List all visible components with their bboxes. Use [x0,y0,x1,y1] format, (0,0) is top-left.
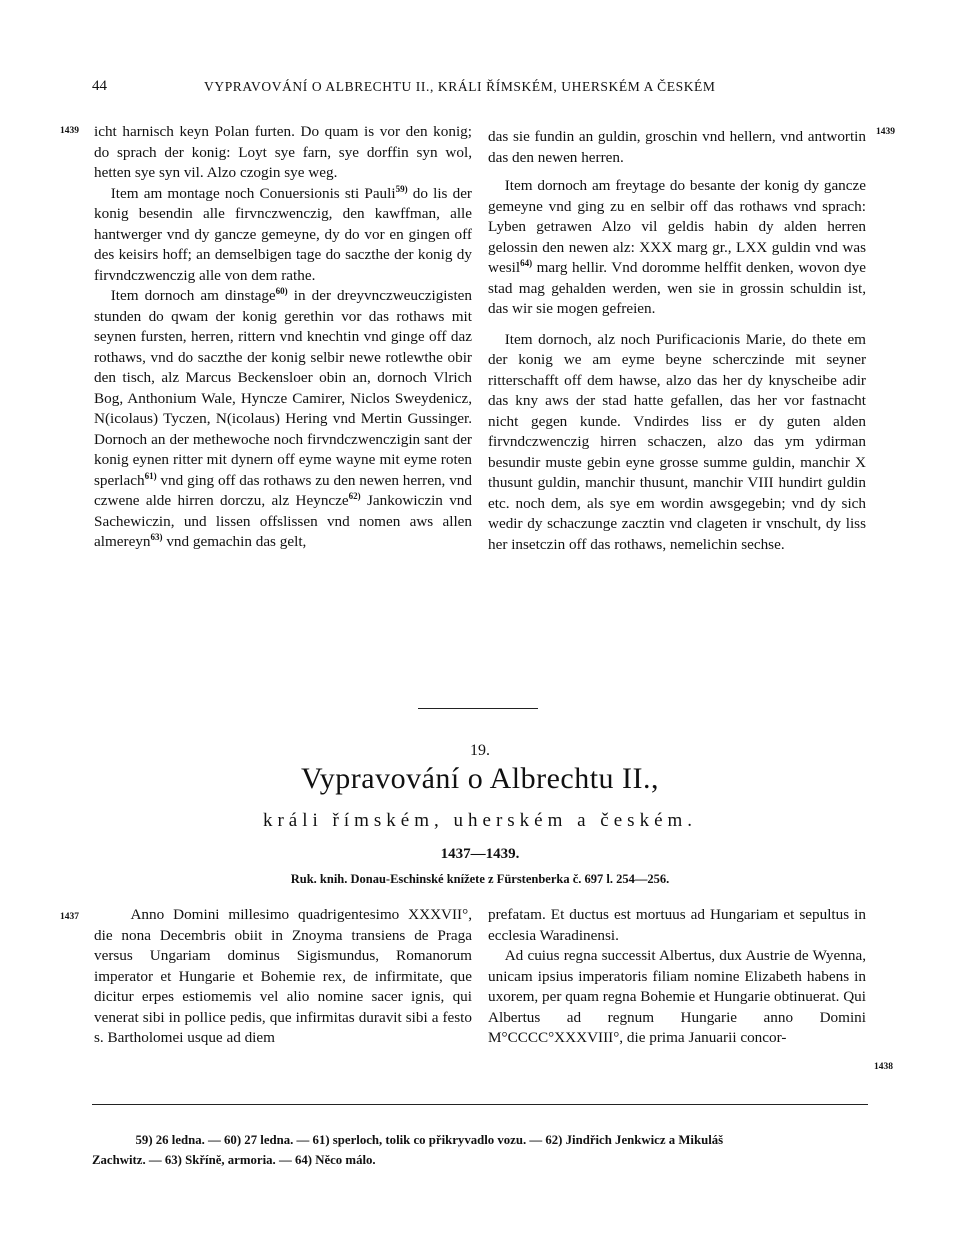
margin-year-left-upper: 1439 [60,126,79,136]
paragraph: prefatam. Et ductus est mortuus ad Hungariam et sepultus in ecclesia Waradinensi. [488,906,866,944]
footnote-ref: 62) [348,490,361,501]
document-title: Vypravování o Albrechtu II., [300,762,660,795]
section-divider [418,708,538,709]
lower-left-column [94,905,472,1049]
page-number: 44 [92,78,107,94]
paragraph: icht harnisch keyn Polan furten. Do quam is vor den konig; do sprach der konig: Loyt sye farn, sye dorffin syn wol, hetten sye syn vil. Alzo czogin sye weg. [94,123,472,181]
footnote-ref: 64) [520,257,533,268]
paragraph: das sie fundin an guldin, groschin vnd hellern, vnd antwortin das den newen herren. [488,128,866,166]
paragraph: Item dornoch am dinstage$^{60)}$ in der dreyvnczweuczigisten stunden do qwam der konig gerethin vor das rothaws mit seynen fursten, herren, rittern vnd knechtin vnd ginge off daz rothaws, vnd do saczthe der konig selbir newe rotlewthe obir den tisch, alz Marcus Beckensloer obin an, dornoch Vlrich Bog, Anthonium Wale, Hyncze Camirer, Niclos Sweydenicz, N(icolaus) Tyczen, N(icolaus) Hering vnd Mertin Gussinger. Dornoch an der methewoche noch firvndczwenczigin sant der konig eynen ritter mit dynern off eyme wayne mit eyme roten sperlach$^{61)}$ vnd ging off das rothaws zu den newen herren, vnd czwene alde hirren dorczu, alz Heyncze$^{62)}$ Jankowiczin vnd Sachewiczin, und lissen offslissen vnd nomen aws allen almereyn$^{63)}$ vnd gemachin das gelt, [94,285,472,550]
document-source: Ruk. knih. Donau-Eschinské knížete z Fürstenberka č. 697 l. 254—256. [290,872,670,886]
running-title: VYPRAVOVÁNÍ O ALBRECHTU II., KRÁLI ŘÍMSKÉM, UHERSKÉM A ČESKÉM [204,79,716,94]
document-years: 1437—1439. [440,846,520,862]
footnote-line: 59) 26 ledna. — 60) 27 ledna. — 61) sperloch, tolik co přikryvadlo vozu. — 62) Jindřich Jenkwicz a Mikuláš [135,1133,724,1147]
running-head [92,78,882,100]
footnote-ref: 60) [275,285,288,296]
document-subtitle: králi římském, uherském a českém. [262,810,698,831]
footnotes [92,1130,868,1170]
footnote-ref: 63) [150,531,163,542]
upper-left-column [94,122,472,553]
paragraph: Ad cuius regna successit Albertus, dux Austrie de Wyenna, unicam ipsius imperatoris filiam nomine Elizabeth habens in uxorem, per quam regna Bohemie et Hungarie obtinuerat. Qui Albertus ad regnum Hungarie anno Domini M°CCCC°XXXVIII°, die prima Januarii concor- [488,947,866,1046]
footnote-ref: 61) [144,470,157,481]
paragraph: Item am montage noch Conuersionis sti Pauli$^{59)}$ do lis der konig besendin alle firvnczwenczig, den kawffman, alle hantwerger vnd dy gancze gemeyne, dy do vor en gingen off des keisirs hoff; an demselbigen tage do saczthe der konig dy firvndczwenczig alle von dem rathe. [94,183,472,284]
footnote-ref: 59) [395,183,408,194]
lower-right-column [488,905,866,1049]
upper-right-column [488,127,866,555]
paragraph: Item dornoch, alz noch Purificacionis Marie, do thete em der konig we am eyme beyne scherczinde mit seyner ritterschafft off dem hawse, alzo das her dy knyscheibe adir das kny aws der stad hatte gefallen, das her vor fastnacht nicht gegen kunde. Vndirdes liss er dy guten alden firvndczwenczig hirren schaczen, alzo das ym ydirman besundir muste gebin eyne grosse summe guldin, manchir X thusunt guldin, manchir thusunt, manchir VIII hundirt guldin etc. noch dem, als sye em wordin awsgegebin; vnd dy sich wedir dy schaczunge zacztin vnd clageten ir vnschult, dy liss her insetczin off das rothaws, nemelichin sechse. [488,330,866,553]
margin-year-right-upper: 1439 [876,127,895,137]
paragraph: Item dornoch am freytage do besante der konig dy gancze gemeyne vnd ging zu en selbir off das rothaws vnd sprach: Lyben getrawen Alzo vil geldis habin dy alden herren gelossin den newen alz: XXX marg gr., LXX guldin vnd was wesil$^{64)}$ marg hellir. Vnd doromme helffit denken, wovon dye stad mag gehalden werden, wen sie in grossin schuldin ist, das wir sie mogen gefreien. [488,177,866,317]
margin-year-left-lower: 1437 [60,912,79,922]
document-number: 19. [470,742,490,759]
footnote-line: Zachwitz. — 63) Skříně, armoria. — 64) Něco málo. [92,1153,376,1167]
paragraph: Anno Domini millesimo quadrigentesimo XXXVII°, die nona Decembris obiit in Znoyma transiens de Praga versus Ungariam dominus Sigismundus, Romanorum imperator et Hungarie et Bohemie rex, de infirmitate, que dicitur erpes estiomemis vel alio nomine sacer ignis, qui venerat sibi in pollice pedis, que infirmitas duravit sibi a festo s. Bartholomei usque ad diem [94,906,472,1046]
footnote-divider [92,1104,868,1105]
margin-year-right-lower: 1438 [874,1062,893,1072]
